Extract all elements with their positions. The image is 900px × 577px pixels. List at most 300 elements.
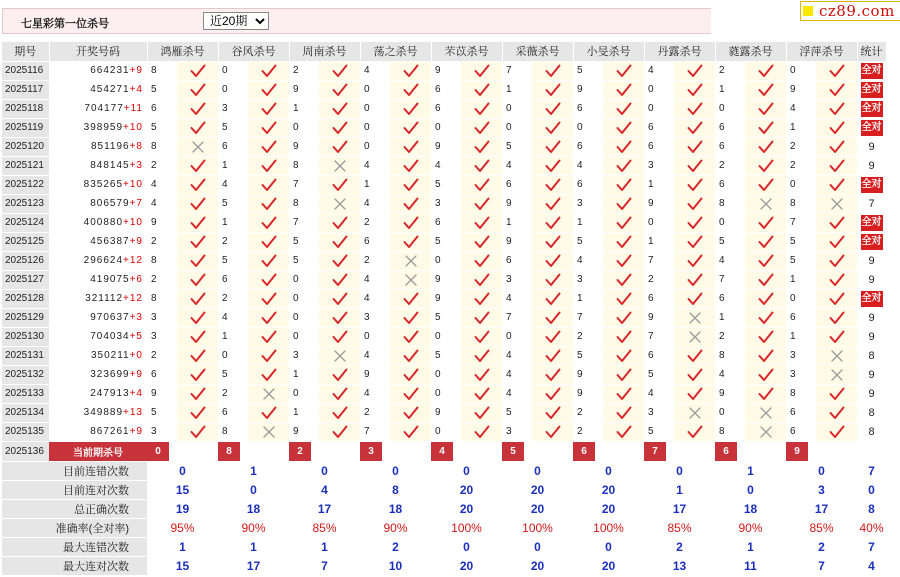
result-mark (603, 365, 644, 384)
check-icon (758, 330, 774, 342)
check-icon (545, 140, 561, 152)
page-title: 七星彩第一位杀号 (21, 18, 109, 30)
table-row (2, 156, 886, 175)
result-mark (745, 156, 786, 175)
stats-value: 18 (360, 499, 431, 518)
kill-value: 2 (147, 346, 177, 365)
kill-value: 4 (218, 308, 248, 327)
draw-digits: 704177 (84, 103, 124, 114)
kill-value: 0 (360, 80, 390, 99)
kill-value: 2 (715, 327, 745, 346)
current-kill-badge: 2 (289, 442, 311, 461)
stats-value: 10 (360, 556, 431, 575)
result-mark (461, 422, 502, 441)
kill-value: 6 (573, 137, 603, 156)
result-mark (816, 327, 857, 346)
table-row (2, 80, 886, 99)
result-mark (177, 422, 218, 441)
kill-value: 6 (360, 232, 390, 251)
check-icon (616, 273, 632, 285)
kill-value: 2 (147, 156, 177, 175)
stats-value: 90% (218, 518, 289, 537)
all-correct-badge: 全对 (861, 82, 883, 98)
result-mark (461, 289, 502, 308)
check-icon (261, 121, 277, 133)
stats-value: 20 (431, 499, 502, 518)
stats-value: 1 (715, 537, 786, 556)
stats-value: 7 (289, 556, 360, 575)
check-icon (474, 216, 490, 228)
kill-value: 6 (218, 270, 248, 289)
kill-value: 5 (218, 251, 248, 270)
kill-value: 0 (786, 175, 816, 194)
check-icon (687, 102, 703, 114)
draw-digits: 350211 (90, 350, 130, 361)
kill-value: 5 (431, 308, 461, 327)
kill-value: 1 (289, 403, 319, 422)
check-icon (403, 216, 419, 228)
cross-icon (332, 159, 348, 171)
result-mark (532, 251, 573, 270)
check-icon (758, 311, 774, 323)
check-icon (332, 102, 348, 114)
kill-value: 0 (644, 80, 674, 99)
result-mark (674, 365, 715, 384)
kill-value: 2 (786, 137, 816, 156)
check-icon (758, 102, 774, 114)
result-mark (319, 384, 360, 403)
result-mark (319, 118, 360, 137)
table-row (2, 61, 886, 80)
result-mark (816, 346, 857, 365)
stats-value: 17 (289, 499, 360, 518)
kill-value: 3 (786, 365, 816, 384)
stats-row (2, 499, 886, 518)
result-mark (461, 308, 502, 327)
check-icon (261, 368, 277, 380)
table-row (2, 289, 886, 308)
result-mark (390, 422, 431, 441)
result-mark (248, 422, 289, 441)
check-icon (758, 349, 774, 361)
draw-digits: 835265 (83, 179, 124, 190)
result-mark (248, 327, 289, 346)
check-icon (403, 349, 419, 361)
check-icon (261, 406, 277, 418)
stats-value: 0 (857, 480, 886, 499)
kill-value: 0 (289, 308, 319, 327)
check-icon (403, 121, 419, 133)
kill-value: 1 (218, 156, 248, 175)
kill-value: 7 (502, 308, 532, 327)
stats-label: 目前连错次数 (2, 461, 147, 480)
kill-value: 6 (715, 289, 745, 308)
result-mark (745, 289, 786, 308)
kill-value: 2 (147, 270, 177, 289)
period-cell: 2025124 (2, 213, 49, 232)
row-stat-cell (857, 213, 886, 232)
kill-value: 7 (644, 327, 674, 346)
check-icon (758, 178, 774, 190)
kill-value: 1 (289, 365, 319, 384)
check-icon (261, 273, 277, 285)
kill-value: 4 (360, 61, 390, 80)
kill-value: 3 (147, 327, 177, 346)
check-icon (687, 235, 703, 247)
result-mark (177, 118, 218, 137)
stats-value: 0 (147, 461, 218, 480)
kill-value: 5 (147, 118, 177, 137)
result-mark (816, 80, 857, 99)
draw-number-cell (49, 61, 147, 80)
result-mark (532, 80, 573, 99)
current-kill-cell (502, 441, 573, 461)
stats-value: 20 (502, 556, 573, 575)
result-mark (532, 175, 573, 194)
draw-sum: +10 (123, 217, 143, 228)
draw-sum: +3 (129, 160, 143, 171)
kill-value: 9 (147, 213, 177, 232)
result-mark (461, 403, 502, 422)
check-icon (190, 121, 206, 133)
stats-value: 18 (715, 499, 786, 518)
result-mark (461, 118, 502, 137)
kill-value: 6 (147, 99, 177, 118)
kill-value: 5 (147, 403, 177, 422)
kill-value: 7 (502, 61, 532, 80)
check-icon (474, 197, 490, 209)
kill-value: 3 (431, 194, 461, 213)
stats-value: 0 (644, 461, 715, 480)
result-mark (319, 213, 360, 232)
kill-value: 2 (360, 403, 390, 422)
draw-sum: +9 (129, 236, 143, 247)
check-icon (474, 178, 490, 190)
draw-number-cell (49, 175, 147, 194)
check-icon (403, 178, 419, 190)
result-mark (816, 213, 857, 232)
check-icon (687, 292, 703, 304)
check-icon (190, 368, 206, 380)
table-header-row (2, 42, 886, 61)
result-mark (816, 194, 857, 213)
result-mark (390, 308, 431, 327)
result-mark (532, 327, 573, 346)
current-stat-empty (857, 441, 886, 461)
draw-number-cell (49, 270, 147, 289)
result-mark (816, 61, 857, 80)
column-header: 采薇杀号 (502, 42, 573, 61)
result-mark (674, 308, 715, 327)
kill-value: 2 (218, 384, 248, 403)
stats-value: 0 (573, 537, 644, 556)
result-mark (390, 156, 431, 175)
result-mark (390, 213, 431, 232)
check-icon (687, 140, 703, 152)
result-mark (674, 213, 715, 232)
result-mark (816, 137, 857, 156)
check-icon (545, 121, 561, 133)
stats-value: 0 (431, 461, 502, 480)
result-mark (177, 213, 218, 232)
stats-value: 0 (786, 461, 857, 480)
cross-icon (332, 197, 348, 209)
kill-value: 0 (431, 422, 461, 441)
kill-value: 4 (502, 346, 532, 365)
kill-value: 6 (573, 175, 603, 194)
check-icon (261, 330, 277, 342)
kill-value: 4 (502, 365, 532, 384)
draw-digits: 970637 (90, 312, 130, 323)
kill-value: 2 (218, 289, 248, 308)
kill-value: 6 (715, 137, 745, 156)
result-mark (248, 118, 289, 137)
check-icon (545, 159, 561, 171)
kill-number-table (2, 42, 887, 576)
check-icon (474, 368, 490, 380)
kill-value: 8 (715, 346, 745, 365)
result-mark (319, 308, 360, 327)
result-mark (603, 327, 644, 346)
stats-value: 1 (218, 461, 289, 480)
result-mark (532, 99, 573, 118)
kill-value: 2 (573, 403, 603, 422)
result-mark (319, 346, 360, 365)
kill-value: 8 (715, 194, 745, 213)
stats-value: 7 (786, 556, 857, 575)
check-icon (190, 425, 206, 437)
result-mark (319, 175, 360, 194)
stats-row (2, 461, 886, 480)
kill-value: 4 (644, 61, 674, 80)
result-mark (177, 270, 218, 289)
check-icon (403, 102, 419, 114)
check-icon (545, 425, 561, 437)
check-icon (829, 121, 845, 133)
check-icon (190, 159, 206, 171)
result-mark (745, 80, 786, 99)
kill-value: 3 (573, 270, 603, 289)
check-icon (545, 235, 561, 247)
result-mark (674, 194, 715, 213)
stats-value: 0 (289, 461, 360, 480)
check-icon (758, 368, 774, 380)
draw-digits: 806579 (90, 198, 130, 209)
result-mark (177, 61, 218, 80)
result-mark (603, 80, 644, 99)
stats-value: 20 (431, 556, 502, 575)
logo-text: cz89.com (819, 2, 895, 20)
draw-sum: +12 (123, 255, 143, 266)
kill-value: 1 (573, 289, 603, 308)
draw-number-cell (49, 80, 147, 99)
result-mark (461, 61, 502, 80)
kill-value: 9 (431, 403, 461, 422)
draw-sum: +13 (123, 407, 143, 418)
draw-digits: 848145 (90, 160, 130, 171)
check-icon (616, 140, 632, 152)
check-icon (474, 349, 490, 361)
result-mark (248, 137, 289, 156)
period-select[interactable] (203, 12, 269, 30)
column-header: 浮萍杀号 (786, 42, 857, 61)
result-mark (319, 61, 360, 80)
result-mark (461, 156, 502, 175)
check-icon (190, 387, 206, 399)
check-icon (829, 83, 845, 95)
draw-sum: +3 (129, 312, 143, 323)
current-kill-cell (431, 441, 502, 461)
current-kill-badge: 0 (147, 442, 169, 461)
stats-value: 85% (786, 518, 857, 537)
result-mark (674, 137, 715, 156)
current-kill-cell (573, 441, 644, 461)
check-icon (829, 387, 845, 399)
period-cell: 2025130 (2, 327, 49, 346)
check-icon (474, 292, 490, 304)
check-icon (687, 349, 703, 361)
result-mark (248, 365, 289, 384)
result-mark (532, 61, 573, 80)
kill-value: 6 (786, 403, 816, 422)
result-mark (390, 175, 431, 194)
result-mark (390, 99, 431, 118)
current-kill-badge: 7 (644, 442, 666, 461)
kill-value: 2 (218, 232, 248, 251)
check-icon (687, 159, 703, 171)
period-cell: 2025128 (2, 289, 49, 308)
check-icon (474, 83, 490, 95)
result-mark (248, 403, 289, 422)
check-icon (261, 102, 277, 114)
check-icon (403, 406, 419, 418)
result-mark (603, 232, 644, 251)
draw-digits: 349889 (83, 407, 124, 418)
kill-value: 0 (431, 251, 461, 270)
check-icon (190, 349, 206, 361)
period-cell: 2025127 (2, 270, 49, 289)
stats-value: 20 (573, 556, 644, 575)
kill-value: 7 (644, 251, 674, 270)
kill-value: 0 (218, 61, 248, 80)
kill-value: 6 (431, 80, 461, 99)
result-mark (674, 346, 715, 365)
check-icon (403, 83, 419, 95)
stats-value: 95% (147, 518, 218, 537)
stats-label: 准确率(全对率) (2, 518, 147, 537)
stats-value: 20 (502, 480, 573, 499)
kill-value: 3 (147, 422, 177, 441)
kill-value: 5 (573, 232, 603, 251)
kill-value: 5 (289, 251, 319, 270)
kill-value: 8 (786, 384, 816, 403)
site-logo[interactable] (711, 0, 900, 34)
check-icon (261, 64, 277, 76)
kill-value: 0 (360, 118, 390, 137)
kill-value: 0 (431, 327, 461, 346)
kill-value: 3 (644, 156, 674, 175)
result-mark (745, 137, 786, 156)
check-icon (332, 254, 348, 266)
kill-value: 8 (289, 194, 319, 213)
result-mark (745, 308, 786, 327)
stats-value: 7 (857, 461, 886, 480)
result-mark (745, 251, 786, 270)
stats-value: 20 (573, 480, 644, 499)
check-icon (261, 197, 277, 209)
kill-value: 9 (644, 308, 674, 327)
kill-value: 9 (431, 61, 461, 80)
stats-value: 1 (715, 461, 786, 480)
kill-value: 2 (786, 156, 816, 175)
kill-value: 5 (431, 232, 461, 251)
check-icon (403, 235, 419, 247)
result-mark (816, 232, 857, 251)
result-mark (603, 346, 644, 365)
table-row (2, 213, 886, 232)
result-mark (461, 384, 502, 403)
result-mark (745, 346, 786, 365)
result-mark (390, 80, 431, 99)
period-cell: 2025119 (2, 118, 49, 137)
column-header: 丹露杀号 (644, 42, 715, 61)
check-icon (829, 254, 845, 266)
check-icon (261, 140, 277, 152)
row-stat-cell: 9 (857, 156, 886, 175)
draw-number-cell (49, 289, 147, 308)
result-mark (532, 118, 573, 137)
result-mark (603, 99, 644, 118)
check-icon (403, 387, 419, 399)
check-icon (332, 121, 348, 133)
result-mark (177, 403, 218, 422)
stats-value: 2 (786, 537, 857, 556)
draw-digits: 851196 (90, 141, 130, 152)
result-mark (319, 251, 360, 270)
check-icon (474, 102, 490, 114)
kill-value: 4 (147, 194, 177, 213)
check-icon (261, 254, 277, 266)
result-mark (461, 194, 502, 213)
kill-value: 6 (502, 251, 532, 270)
result-mark (177, 175, 218, 194)
kill-value: 0 (289, 118, 319, 137)
all-correct-badge: 全对 (861, 101, 883, 117)
kill-value: 2 (289, 61, 319, 80)
kill-value: 5 (218, 365, 248, 384)
column-header: 荡之杀号 (360, 42, 431, 61)
kill-value: 4 (218, 175, 248, 194)
stats-value: 8 (857, 499, 886, 518)
kill-value: 1 (218, 213, 248, 232)
current-kill-cell (644, 441, 715, 461)
check-icon (332, 311, 348, 323)
period-cell: 2025126 (2, 251, 49, 270)
check-icon (403, 197, 419, 209)
draw-digits: 867261 (90, 426, 130, 437)
kill-value: 4 (360, 289, 390, 308)
kill-value: 0 (502, 99, 532, 118)
kill-value: 5 (573, 61, 603, 80)
kill-value: 7 (289, 175, 319, 194)
current-kill-cell (715, 441, 786, 461)
result-mark (816, 289, 857, 308)
draw-sum: +9 (129, 65, 143, 76)
check-icon (332, 83, 348, 95)
draw-number-cell (49, 346, 147, 365)
kill-value: 3 (573, 194, 603, 213)
stats-label: 最大连错次数 (2, 537, 147, 556)
